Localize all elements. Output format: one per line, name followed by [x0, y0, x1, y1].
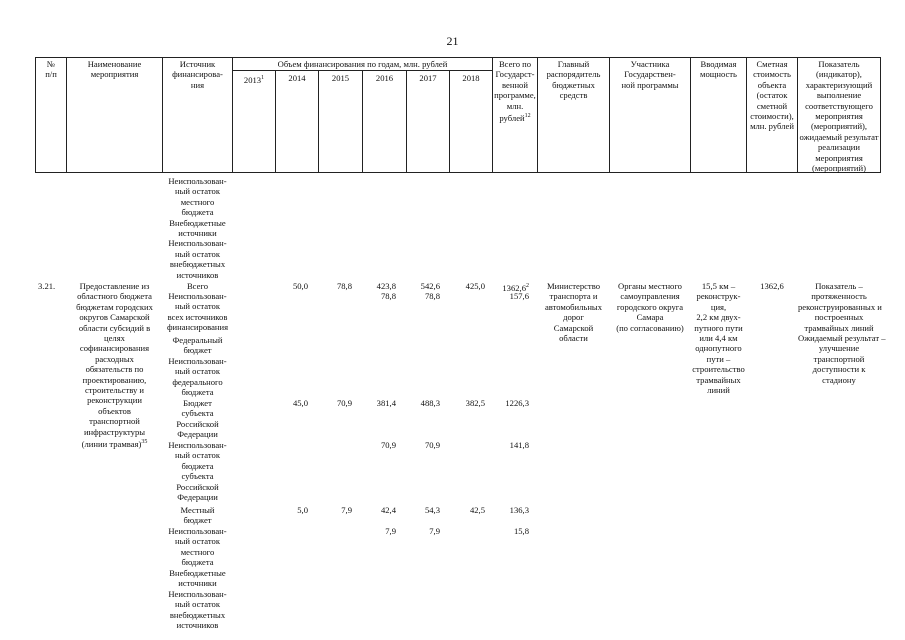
row-unused-regional-sum: 141,8	[509, 440, 529, 450]
col-border	[275, 70, 276, 173]
row-local-2015: 7,9	[341, 505, 352, 515]
item-name: Предоставление из областного бюджета бюджетам городских округов Самарской области субсидий в целях софинансирования расходных обязательств по проектированию, строительству и реконструкции объектов транспортной инфраструктуры (линии трамвая)$^{35}$	[76, 281, 153, 449]
row-regional-2018: 382,5	[465, 398, 485, 408]
header-year-2015: 2015	[331, 73, 350, 83]
row-source-federal: Федеральный бюджет	[172, 335, 223, 356]
row-source-total: Всего	[186, 281, 209, 291]
item-capacity: 15,5 км – реконструк- ция, 2,2 км двух- путного пути или 4,4 км однопутного пути – строительство трамвайных линий	[692, 281, 745, 396]
row-total-2014: 50,0	[292, 281, 308, 291]
row-unused-regional-2017: 70,9	[424, 440, 440, 450]
header-num: № п/п	[45, 59, 57, 80]
col-border	[449, 70, 450, 173]
row-local-2017: 54,3	[424, 505, 440, 515]
row-unused-regional-2016: 70,9	[380, 440, 396, 450]
row-local-sum: 136,3	[509, 505, 529, 515]
row-source-local: Местный бюджет	[180, 505, 215, 526]
row-local-2016: 42,4	[380, 505, 396, 515]
row-source-unused-federal: Неиспользован- ный остаток федерального бюджета	[168, 356, 227, 398]
row-unused-local-2016: 7,9	[385, 526, 396, 536]
row-local-2014: 5,0	[297, 505, 308, 515]
col-border	[406, 70, 407, 173]
header-year-2013: 2013$^1$	[243, 74, 265, 85]
header-year-2017: 2017	[419, 73, 437, 83]
header-year-2018: 2018	[462, 73, 480, 83]
row-unused-all-2016: 78,8	[380, 291, 396, 301]
row-source-unused-local: Неиспользован- ный остаток местного бюджета	[168, 526, 227, 568]
header-name: Наименование мероприятия	[87, 59, 142, 80]
row-source-unused-regional: Неиспользован- ный остаток бюджета субъекта Российской Федерации	[168, 440, 227, 503]
col-border	[362, 70, 363, 173]
row-unused-all-2017: 78,8	[424, 291, 440, 301]
row-regional-sum: 1226,3	[505, 398, 529, 408]
row-unused-all-sum: 157,6	[509, 291, 529, 301]
header-cost: Сметная стоимость объекта (остаток сметной стоимости), млн. рублей	[750, 59, 794, 132]
header-participant: Участника Государствен- ной программы	[621, 59, 679, 90]
item-participant: Органы местного самоуправления городского округа Самара (по согласованию)	[616, 281, 684, 333]
col-border	[880, 57, 881, 173]
page-number: 21	[446, 34, 459, 48]
row-total-2018: 425,0	[465, 281, 485, 291]
row-source-unused-all: Неиспользован- ный остаток всех источников финансирования	[166, 291, 229, 333]
header-year-2016: 2016	[375, 73, 394, 83]
row-local-2018: 42,5	[469, 505, 485, 515]
source-cell-carryover: Неиспользован- ный остаток местного бюджета Внебюджетные источники Неиспользован- ный остаток внебюджетных источников	[168, 176, 227, 280]
item-indicator: Показатель – протяженность реконструированных и построенных трамвайных линий Ожидаемый результат – улучшение транспортной доступности к стадиону	[798, 281, 886, 385]
row-source-unused-extrabudgetary: Неиспользован- ный остаток внебюджетных источников	[168, 589, 227, 631]
row-regional-2015: 70,9	[336, 398, 352, 408]
header-year-2014: 2014	[288, 73, 306, 83]
row-total-2017: 542,6	[420, 281, 440, 291]
header-manager: Главный распорядитель бюджетных средств	[546, 59, 601, 101]
row-source-extrabudgetary: Внебюджетные источники	[169, 568, 226, 589]
row-source-regional: Бюджет субъекта Российской Федерации	[176, 398, 219, 440]
row-unused-local-sum: 15,8	[513, 526, 529, 536]
row-unused-local-2017: 7,9	[429, 526, 440, 536]
header-capacity: Вводимая мощность	[700, 59, 737, 80]
header-source: Источник финансирова- ния	[172, 59, 223, 90]
row-regional-2016: 381,4	[376, 398, 396, 408]
header-volume: Объем финансирования по годам, млн. рублей	[277, 59, 448, 69]
row-total-2016: 423,8	[376, 281, 396, 291]
row-regional-2014: 45,0	[292, 398, 308, 408]
header-indicator: Показатель (индикатор), характеризующий выполнение соответствующего мероприятия (мероприятий), ожидаемый результат реализации мероприятия (мероприятий)	[799, 59, 879, 174]
col-border	[318, 70, 319, 173]
item-cost: 1362,6	[760, 281, 784, 291]
row-total-2015: 78,8	[336, 281, 352, 291]
header-total: Всего по Государст- венной программе, млн. рублей$^{12}$	[494, 59, 536, 123]
item-number: 3.21.	[38, 281, 56, 291]
row-total-sum: 1362,6$^2$	[502, 282, 529, 293]
item-manager: Министерство транспорта и автомобильных дорог Самарской области	[544, 281, 603, 344]
row-regional-2017: 488,3	[420, 398, 440, 408]
